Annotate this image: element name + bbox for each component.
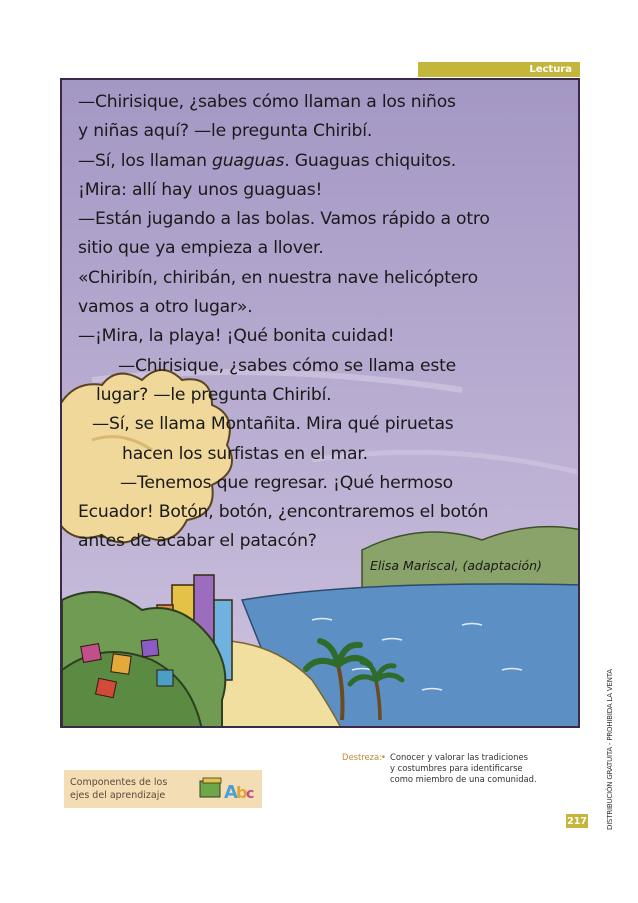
skill-line: y costumbres para identificarse [390, 763, 523, 773]
story-line-part: —Sí, los llaman [78, 150, 213, 171]
story-line: hacen los surfistas en el mar. [122, 443, 368, 464]
skills-label [70, 776, 188, 802]
skills-label-line: ejes del aprendizaje [70, 790, 166, 801]
skills-box [64, 770, 262, 808]
emphasized-word: guaguas [212, 150, 285, 171]
story-line: antes de acabar el patacón? [78, 531, 317, 552]
story-line: sitio que ya empieza a llover. [78, 238, 324, 259]
story-line: y niñas aquí? —le pregunta Chiribí. [78, 121, 373, 142]
story-line: —Están jugando a las bolas. Vamos rápido a otro [78, 209, 490, 230]
page-number: 217 [567, 815, 587, 827]
svg-text:b: b [236, 783, 248, 802]
book-icon [200, 778, 221, 797]
author-credit: Elisa Mariscal, (adaptación) [370, 558, 542, 573]
abc-letters-icon [224, 782, 254, 803]
skill-line: Conocer y valorar las tradiciones [390, 752, 528, 762]
section-tab [418, 62, 580, 77]
story-line: —Chirisique, ¿sabes cómo se llama este [118, 355, 456, 376]
story-line: —¡Mira, la playa! ¡Qué bonita cuidad! [78, 326, 395, 347]
story-line: vamos a otro lugar». [78, 297, 253, 318]
distribution-note: DISTRIBUCIÓN GRATUITA - PROHIBIDA LA VENTA [606, 669, 614, 830]
skill-description [390, 752, 570, 785]
skill-label: Destreza: [342, 752, 383, 762]
bullet: • [381, 752, 386, 762]
story-text [78, 88, 568, 557]
story-line-emphasis [78, 147, 568, 176]
svg-text:A: A [224, 782, 238, 803]
section-title: Lectura [529, 64, 572, 75]
story-line: lugar? —le pregunta Chiribí. [96, 384, 332, 405]
story-line: «Chiribín, chiribán, en nuestra nave helicóptero [78, 267, 478, 288]
story-line: ¡Mira: allí hay unos guaguas! [78, 179, 323, 200]
story-line: Ecuador! Botón, botón, ¿encontraremos el botón [78, 502, 489, 523]
story-line: —Chirisique, ¿sabes cómo llaman a los niños [78, 92, 456, 112]
skills-icons [198, 773, 258, 809]
story-line: —Sí, se llama Montañita. Mira qué piruetas [92, 414, 454, 435]
story-line-part: . Guaguas chiquitos. [284, 150, 457, 171]
story-line: —Tenemos que regresar. ¡Qué hermoso [120, 472, 453, 493]
svg-text:c: c [246, 786, 255, 802]
skills-label-line: Componentes de los [70, 777, 168, 788]
skill-line: como miembro de una comunidad. [390, 774, 537, 784]
